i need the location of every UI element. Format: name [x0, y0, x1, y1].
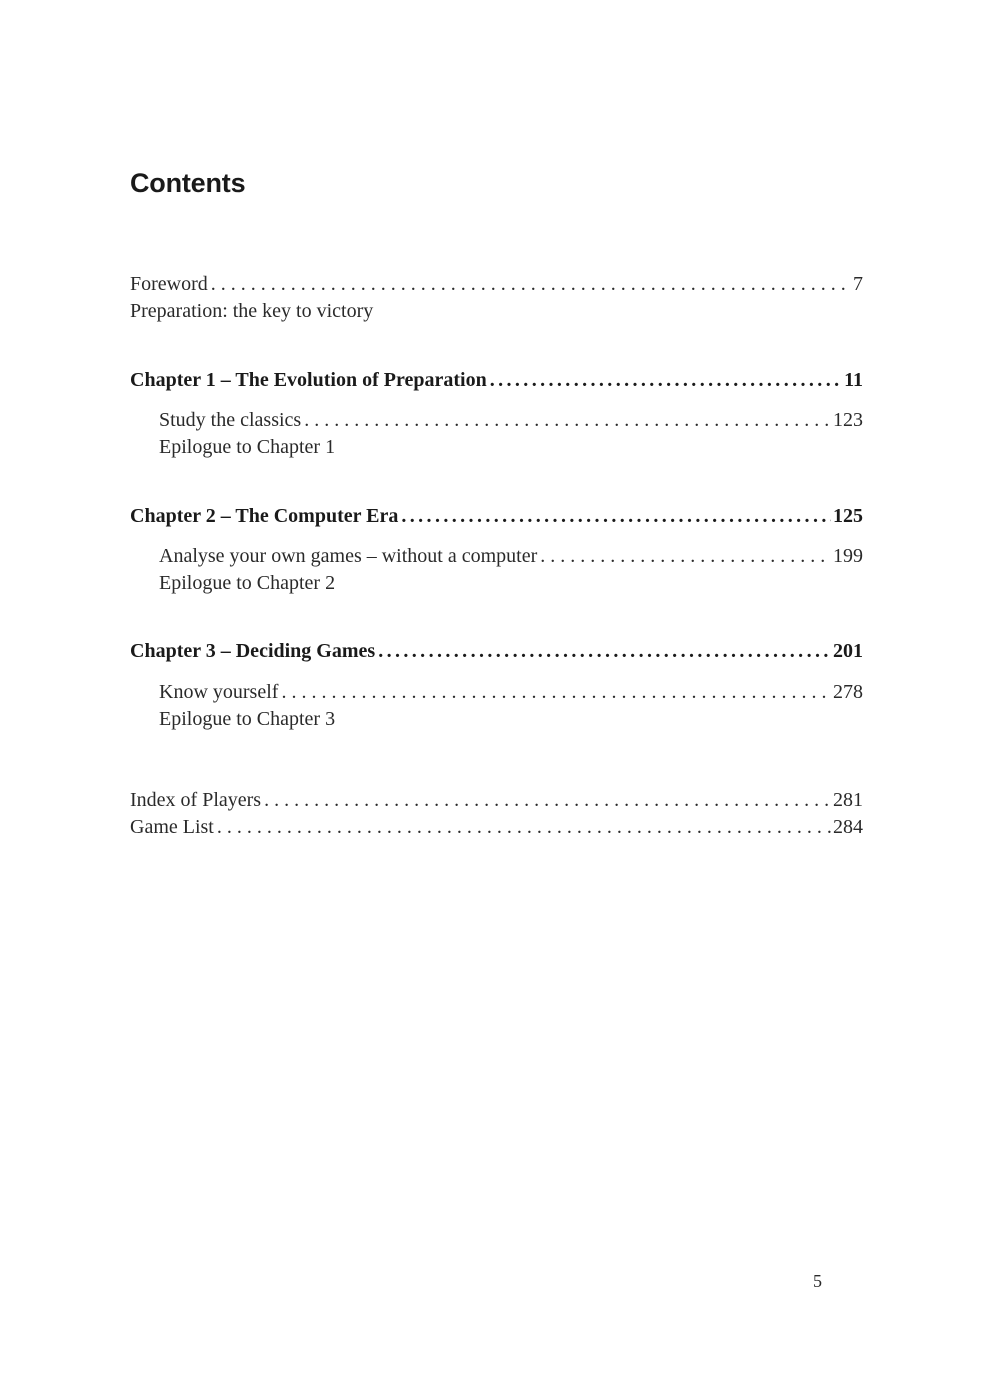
toc-entry-label: Analyse your own games – without a computer: [159, 545, 538, 567]
toc-entry-page: 7: [853, 273, 863, 295]
toc-entry-game-list[interactable]: [130, 814, 863, 840]
toc-chapter-page: 125: [833, 505, 863, 527]
dot-leader: [304, 407, 831, 433]
page-number: 5: [813, 1271, 822, 1291]
toc-epilogue-chapter-1: [159, 434, 863, 460]
toc-entry-label: Study the classics: [159, 409, 302, 431]
toc-chapter-page: 201: [833, 640, 863, 662]
dot-leader: [490, 367, 842, 393]
dot-leader: [378, 638, 831, 664]
dot-leader: [401, 503, 831, 529]
toc-epilogue-chapter-2: [159, 570, 863, 596]
toc-entry-label: Game List: [130, 816, 214, 838]
toc-section-analyse-your-own-games[interactable]: [159, 543, 863, 569]
toc-chapter-2[interactable]: [130, 503, 863, 529]
toc-entry-page: 199: [833, 545, 863, 567]
toc-entry-label: Epilogue to Chapter 2: [159, 572, 336, 594]
toc-entry-label: Epilogue to Chapter 3: [159, 708, 336, 730]
toc-entry-index-of-players[interactable]: [130, 787, 863, 813]
toc-entry-label: Know yourself: [159, 681, 279, 703]
toc-entry-label: Foreword: [130, 273, 208, 295]
toc-entry-page: 278: [833, 681, 863, 703]
dot-leader: [264, 787, 831, 813]
toc-chapter-label: Chapter 3 – Deciding Games: [130, 640, 376, 662]
toc-chapter-label: Chapter 1 – The Evolution of Preparation: [130, 369, 487, 391]
dot-leader: [540, 543, 831, 569]
toc-section-study-the-classics[interactable]: [159, 407, 863, 433]
toc-section-know-yourself[interactable]: [159, 679, 863, 705]
page-title: Contents: [130, 168, 246, 198]
dot-leader: [217, 814, 831, 840]
dot-leader: [211, 271, 851, 297]
toc-entry-label: Epilogue to Chapter 1: [159, 436, 336, 458]
toc-entry-label: Index of Players: [130, 789, 262, 811]
toc-entry-page: 123: [833, 409, 863, 431]
toc-chapter-page: 11: [844, 369, 863, 391]
toc-entry-page: 284: [833, 816, 863, 838]
toc-chapter-label: Chapter 2 – The Computer Era: [130, 505, 399, 527]
toc-entry-label: Preparation: the key to victory: [130, 300, 374, 322]
toc-chapter-3[interactable]: [130, 638, 863, 664]
toc-entry-page: 281: [833, 789, 863, 811]
toc-epilogue-chapter-3: [159, 706, 863, 732]
dot-leader: [281, 679, 831, 705]
toc-entry-foreword[interactable]: [130, 271, 863, 297]
foreword-subtitle: [130, 298, 863, 324]
toc-chapter-1[interactable]: [130, 367, 863, 393]
